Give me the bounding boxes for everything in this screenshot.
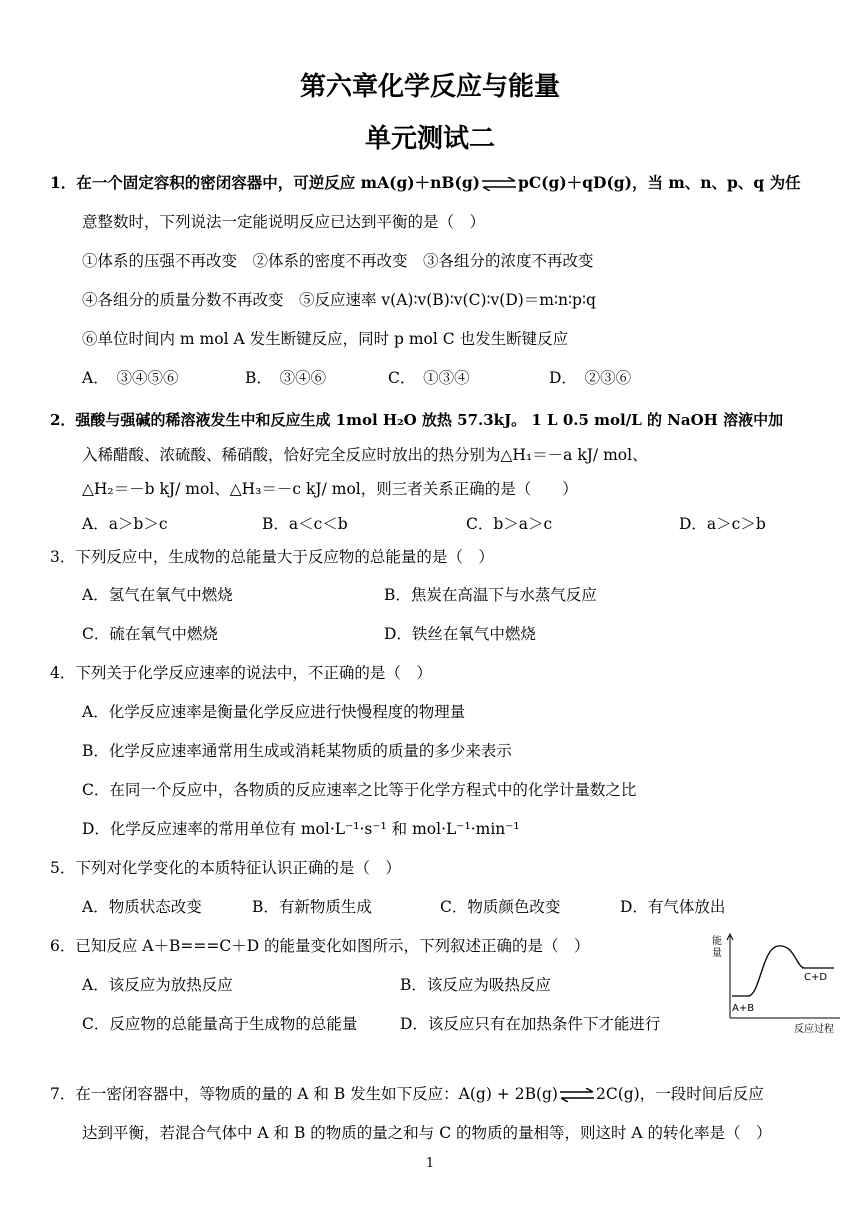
q6-option-a: A．该反应为放热反应 [82, 976, 233, 994]
q1-statements-1: ①体系的压强不再改变 ②体系的密度不再改变 ③各组分的浓度不再改变 [82, 252, 594, 270]
q4-option-c: C．在同一个反应中，各物质的反应速率之比等于化学方程式中的化学计量数之比 [82, 781, 637, 799]
q5-stem: 5．下列对化学变化的本质特征认识正确的是（ ） [50, 859, 401, 877]
energy-axis-label-2: 量 [712, 948, 722, 959]
q4-stem: 4．下列关于化学反应速率的说法中，不正确的是（ ） [50, 664, 432, 682]
q3-option-d: D．铁丝在氧气中燃烧 [384, 625, 536, 643]
page-number: 1 [425, 1156, 435, 1171]
equilibrium-arrow-icon [558, 1088, 596, 1102]
q2-stem-line3: △H₂＝－b kJ/ mol、△H₃＝－c kJ/ mol，则三者关系正确的是（ ） [82, 480, 578, 498]
energy-curve [732, 946, 834, 996]
q3-option-a: A．氢气在氧气中燃烧 [82, 586, 233, 604]
q1-stem-line2: 意整数时，下列说法一定能说明反应已达到平衡的是（ ） [82, 213, 486, 231]
q2-option-c: C．b＞a＞c [466, 515, 553, 533]
q7-stem-part2: 2C(g)，一段时间后反应 [595, 1085, 764, 1103]
q2-option-a: A．a＞b＞c [82, 515, 168, 533]
equilibrium-arrow-icon [480, 177, 518, 191]
q1-statements-2: ④各组分的质量分数不再改变 ⑤反应速率 v(A)∶v(B)∶v(C)∶v(D)＝m∶n∶p∶q [82, 291, 596, 309]
reaction-axis-label: 反应过程 [794, 1024, 834, 1035]
q1-option-a: A． ③④⑤⑥ [82, 369, 179, 387]
q3-stem: 3．下列反应中，生成物的总能量大于反应物的总能量的是（ ） [50, 548, 494, 566]
q4-option-b: B．化学反应速率通常用生成或消耗某物质的质量的多少来表示 [82, 742, 512, 760]
q6-stem: 6．已知反应 A＋B===C＋D 的能量变化如图所示，下列叙述正确的是（ ） [50, 937, 590, 955]
q5-option-c: C．物质颜色改变 [440, 898, 561, 916]
page-subtitle: 单元测试二 [364, 124, 495, 154]
q2-stem-line1: 2．强酸与强碱的稀溶液发生中和反应生成 1mol H₂O 放热 57.3kJ。 1 L 0.5 mol/L 的 NaOH 溶液中加 [50, 411, 784, 429]
q6-option-b: B．该反应为吸热反应 [400, 976, 551, 994]
q5-option-a: A．物质状态改变 [82, 898, 202, 916]
q2-option-d: D．a＞c＞b [679, 515, 766, 533]
q4-option-a: A．化学反应速率是衡量化学反应进行快慢程度的物理量 [82, 703, 466, 721]
q1-option-b: B． ③④⑥ [245, 369, 327, 387]
product-label: C+D [804, 972, 828, 983]
q5-option-d: D．有气体放出 [620, 898, 726, 916]
q5-option-b: B．有新物质生成 [252, 898, 372, 916]
page-title: 第六章化学反应与能量 [299, 72, 560, 102]
energy-axis-label-1: 能 [712, 936, 722, 947]
reactant-label: A+B [732, 1003, 755, 1014]
q7-stem-line1 [50, 1083, 764, 1105]
q1-statements-3: ⑥单位时间内 m mol A 发生断键反应，同时 p mol C 也发生断键反应 [82, 330, 569, 348]
q2-stem-line2: 入稀醋酸、浓硫酸、稀硝酸，恰好完全反应时放出的热分别为△H₁＝－a kJ/ mol、 [82, 446, 648, 464]
q2-option-b: B．a＜c＜b [262, 515, 348, 533]
q4-option-d: D．化学反应速率的常用单位有 mol·L⁻¹·s⁻¹ 和 mol·L⁻¹·min⁻¹ [82, 820, 520, 838]
q3-option-c: C．硫在氧气中燃烧 [82, 625, 218, 643]
q1-stem-part1: 1．在一个固定容积的密闭容器中，可逆反应 mA(g)＋nB(g) [50, 173, 480, 192]
q1-stem-part2: pC(g)＋qD(g)，当 m、n、p、q 为任 [518, 173, 801, 192]
q7-stem-part1: 7．在一密闭容器中，等物质的量的 A 和 B 发生如下反应：A(g) + 2B(g) [50, 1085, 558, 1103]
q1-option-d: D． ②③⑥ [549, 369, 632, 387]
q7-stem-line2: 达到平衡，若混合气体中 A 和 B 的物质的量之和与 C 的物质的量相等，则这时 A 的转化率是（ ） [82, 1124, 772, 1142]
q6-option-d: D．该反应只有在加热条件下才能进行 [400, 1015, 661, 1033]
q1-option-c: C． ①③④ [388, 369, 470, 387]
q3-option-b: B．焦炭在高温下与水蒸气反应 [384, 586, 597, 604]
q1-stem-line1 [50, 172, 801, 194]
energy-diagram [708, 930, 844, 1036]
q6-option-c: C．反应物的总能量高于生成物的总能量 [82, 1015, 358, 1033]
